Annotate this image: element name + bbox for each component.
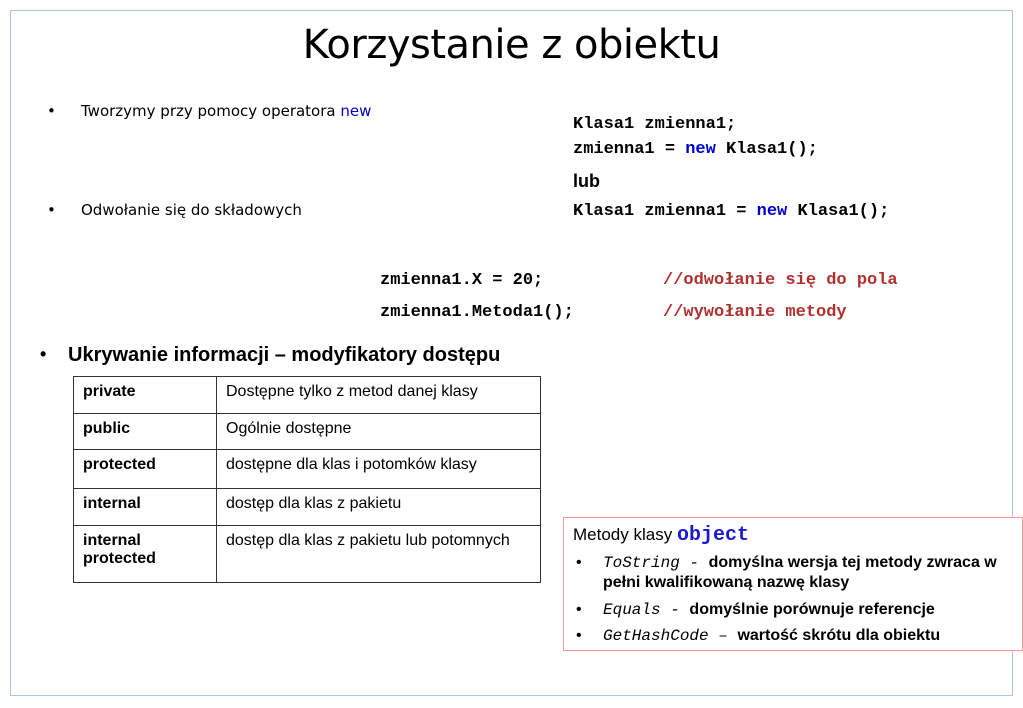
bullet-dot: • <box>576 601 582 618</box>
method-desc: domyślnie porównuje referencje <box>689 601 935 618</box>
method-name: GetHashCode <box>603 627 709 645</box>
method-desc: domyślna wersja tej metody zwraca w pełni kwalifikowaną nazwę klasy <box>603 554 997 591</box>
modifier-desc: Dostępne tylko z metod danej klasy <box>217 377 541 414</box>
code-access-field: zmienna1.X = 20; <box>380 271 544 290</box>
bullet-access <box>47 201 302 219</box>
modifier-name <box>74 526 217 583</box>
bullet-dot: • <box>47 102 56 120</box>
bullet-create-keyword: new <box>340 102 372 120</box>
method-desc: wartość skrótu dla obiektu <box>737 627 941 644</box>
code-instantiate-kw: new <box>685 140 716 159</box>
code-instantiate <box>573 140 818 159</box>
bullet-access-text: Odwołanie się do składowych <box>81 201 302 219</box>
table-row <box>74 377 541 414</box>
bullet-dot: • <box>40 344 47 364</box>
code-instantiate-post: Klasa1(); <box>715 140 818 159</box>
table-row <box>74 450 541 489</box>
object-method-item <box>576 600 1013 620</box>
method-sep: - <box>679 554 709 572</box>
code-access-method: zmienna1.Metoda1(); <box>380 303 574 322</box>
bullet-dot: • <box>47 201 56 219</box>
modifier-desc: Ogólnie dostępne <box>217 414 541 450</box>
code-di-kw: new <box>756 202 788 221</box>
modifier-name: public <box>74 414 217 450</box>
bullet-create-text: Tworzymy przy pomocy operatora <box>81 102 341 120</box>
method-name: ToString <box>603 554 680 572</box>
modifier-desc: dostęp dla klas z pakietu lub potomnych <box>217 526 541 583</box>
modifier-desc: dostęp dla klas z pakietu <box>217 489 541 526</box>
table-row <box>74 414 541 450</box>
method-sep: - <box>660 601 690 619</box>
section-heading-text: Ukrywanie informacji – modyfikatory dostępu <box>68 344 501 366</box>
modifier-desc: dostępne dla klas i potomków klasy <box>217 450 541 489</box>
bullet-create <box>47 102 372 120</box>
code-di-post: Klasa1(); <box>787 202 890 221</box>
object-box-title <box>573 524 749 547</box>
modifiers-table <box>73 376 541 583</box>
object-box-type: object <box>676 524 749 547</box>
slide-title: Korzystanie z obiektu <box>302 22 721 68</box>
modifier-name-line1: internal <box>83 532 141 549</box>
code-or-label: lub <box>573 171 600 191</box>
code-declare-instantiate <box>573 202 889 221</box>
object-method-item <box>576 626 1013 646</box>
bullet-dot: • <box>576 554 582 571</box>
table-row <box>74 526 541 583</box>
modifier-name: private <box>74 377 217 414</box>
object-methods-box <box>563 517 1023 651</box>
code-instantiate-pre: zmienna1 = <box>573 140 686 159</box>
section-heading <box>40 344 501 367</box>
object-method-item <box>576 553 1013 593</box>
bullet-dot: • <box>576 627 582 644</box>
modifier-name: protected <box>74 450 217 489</box>
method-name: Equals <box>603 601 661 619</box>
method-sep: – <box>708 627 738 645</box>
modifier-name-line2: protected <box>83 550 156 567</box>
code-access-method-comment: //wywołanie metody <box>663 303 847 322</box>
code-access-field-comment: //odwołanie się do pola <box>663 271 898 290</box>
modifier-name: internal <box>74 489 217 526</box>
code-di-pre: Klasa1 zmienna1 = <box>573 202 757 221</box>
table-row <box>74 489 541 526</box>
object-box-title-text: Metody klasy <box>573 525 677 544</box>
code-declare: Klasa1 zmienna1; <box>573 115 737 134</box>
